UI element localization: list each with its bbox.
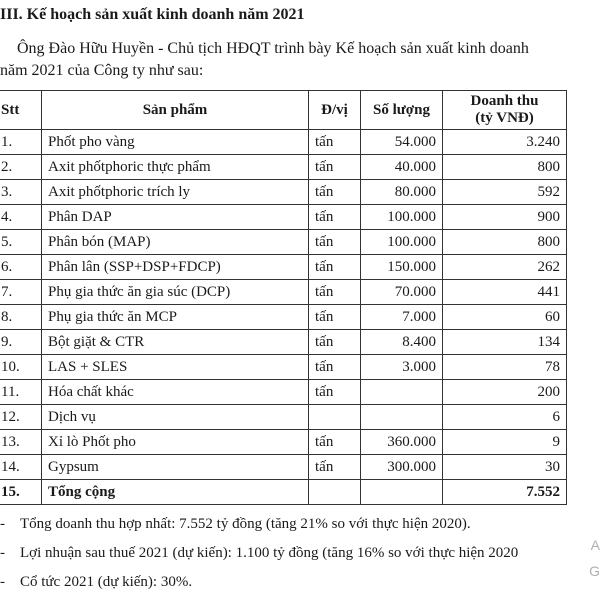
table-row [0,330,567,355]
cell-unit [309,405,361,430]
cell-product: Phân DAP [42,205,309,230]
cell-unit: tấn [309,205,361,230]
header-stt: Stt [0,91,42,130]
table-row [0,280,567,305]
header-revenue-line1: Doanh thu [470,93,539,109]
cell-revenue: 60 [443,305,567,330]
cell-quantity: 40.000 [361,155,443,180]
cell-unit: tấn [309,430,361,455]
cell-stt: 6. [0,255,42,280]
bullet-text: Tổng doanh thu hợp nhất: 7.552 tỷ đồng (tăng 21% so với thực hiện 2020). [20,516,471,532]
cell-quantity [361,480,443,505]
table-row [0,405,567,430]
cell-unit: tấn [309,180,361,205]
cell-product: Axit phốtphoric thực phẩm [42,155,309,180]
cell-stt: 15. [0,480,42,505]
header-unit: Đ/vị [309,91,361,130]
bullet-text: Cổ tức 2021 (dự kiến): 30%. [20,574,193,590]
production-plan-table [0,90,567,505]
table-row [0,455,567,480]
cell-product: Xỉ lò Phốt pho [42,430,309,455]
table-row [0,155,567,180]
cell-stt: 13. [0,430,42,455]
cell-quantity: 7.000 [361,305,443,330]
table-row [0,305,567,330]
table-row [0,430,567,455]
table-header-row [0,91,567,130]
cell-revenue: 441 [443,280,567,305]
cell-unit: tấn [309,230,361,255]
table-row [0,180,567,205]
cell-quantity [361,405,443,430]
bullet-marker: - [0,516,5,532]
header-revenue [443,91,567,130]
cell-product: Dịch vụ [42,405,309,430]
cell-revenue: 200 [443,380,567,405]
cell-product: Phân bón (MAP) [42,230,309,255]
bullet-marker: - [0,545,5,561]
cell-stt: 10. [0,355,42,380]
cell-unit: tấn [309,380,361,405]
cell-stt: 11. [0,380,42,405]
cell-unit: tấn [309,280,361,305]
cell-revenue: 134 [443,330,567,355]
cell-quantity: 360.000 [361,430,443,455]
cell-quantity: 54.000 [361,130,443,155]
header-revenue-line2: (tỷ VNĐ) [475,110,534,126]
cell-revenue: 6 [443,405,567,430]
intro-line-1: Ông Đào Hữu Huyền - Chủ tịch HĐQT trình bày Kế hoạch sản xuất kinh doanh [17,40,529,57]
watermark-line-1: A [590,537,600,553]
cell-revenue: 9 [443,430,567,455]
cell-product: Tổng cộng [42,480,309,505]
cell-revenue: 3.240 [443,130,567,155]
cell-product: Phốt pho vàng [42,130,309,155]
cell-unit [309,480,361,505]
bullet-item [0,513,518,542]
cell-unit: tấn [309,355,361,380]
table-row [0,355,567,380]
cell-quantity: 100.000 [361,205,443,230]
cell-stt: 2. [0,155,42,180]
cell-stt: 9. [0,330,42,355]
cell-unit: tấn [309,455,361,480]
cell-revenue: 800 [443,155,567,180]
cell-stt: 4. [0,205,42,230]
cell-product: Bột giặt & CTR [42,330,309,355]
cell-product: Gypsum [42,455,309,480]
watermark-line-2: G [589,563,600,579]
cell-unit: tấn [309,305,361,330]
cell-product: Phân lân (SSP+DSP+FDCP) [42,255,309,280]
table-row [0,205,567,230]
cell-revenue: 30 [443,455,567,480]
cell-product: LAS + SLES [42,355,309,380]
cell-stt: 14. [0,455,42,480]
cell-stt: 3. [0,180,42,205]
header-quantity: Số lượng [361,91,443,130]
section-heading: III. Kế hoạch sản xuất kinh doanh năm 2021 [0,6,305,23]
cell-unit: tấn [309,130,361,155]
cell-stt: 7. [0,280,42,305]
cell-revenue: 592 [443,180,567,205]
header-product: Sản phẩm [42,91,309,130]
cell-revenue: 7.552 [443,480,567,505]
table-row [0,230,567,255]
cell-stt: 8. [0,305,42,330]
cell-unit: tấn [309,155,361,180]
cell-revenue: 800 [443,230,567,255]
cell-stt: 12. [0,405,42,430]
bullet-marker: - [0,574,5,590]
cell-product: Axit phốtphoric trích ly [42,180,309,205]
cell-quantity: 80.000 [361,180,443,205]
cell-product: Hóa chất khác [42,380,309,405]
table-total-row [0,480,567,505]
cell-quantity: 150.000 [361,255,443,280]
cell-quantity: 300.000 [361,455,443,480]
bullet-item [0,571,518,600]
table-row [0,255,567,280]
cell-revenue: 78 [443,355,567,380]
cell-quantity: 3.000 [361,355,443,380]
cell-revenue: 900 [443,205,567,230]
cell-quantity: 100.000 [361,230,443,255]
cell-revenue: 262 [443,255,567,280]
cell-stt: 5. [0,230,42,255]
bullet-item [0,542,518,571]
bullet-text: Lợi nhuận sau thuế 2021 (dự kiến): 1.100 tỷ đồng (tăng 16% so với thực hiện 2020 [20,545,519,561]
table-row [0,130,567,155]
cell-unit: tấn [309,330,361,355]
intro-line-2: năm 2021 của Công ty như sau: [0,62,204,79]
cell-product: Phụ gia thức ăn gia súc (DCP) [42,280,309,305]
summary-bullets [0,513,518,600]
cell-quantity: 70.000 [361,280,443,305]
cell-stt: 1. [0,130,42,155]
cell-product: Phụ gia thức ăn MCP [42,305,309,330]
cell-unit: tấn [309,255,361,280]
table-row [0,380,567,405]
cell-quantity [361,380,443,405]
cell-quantity: 8.400 [361,330,443,355]
